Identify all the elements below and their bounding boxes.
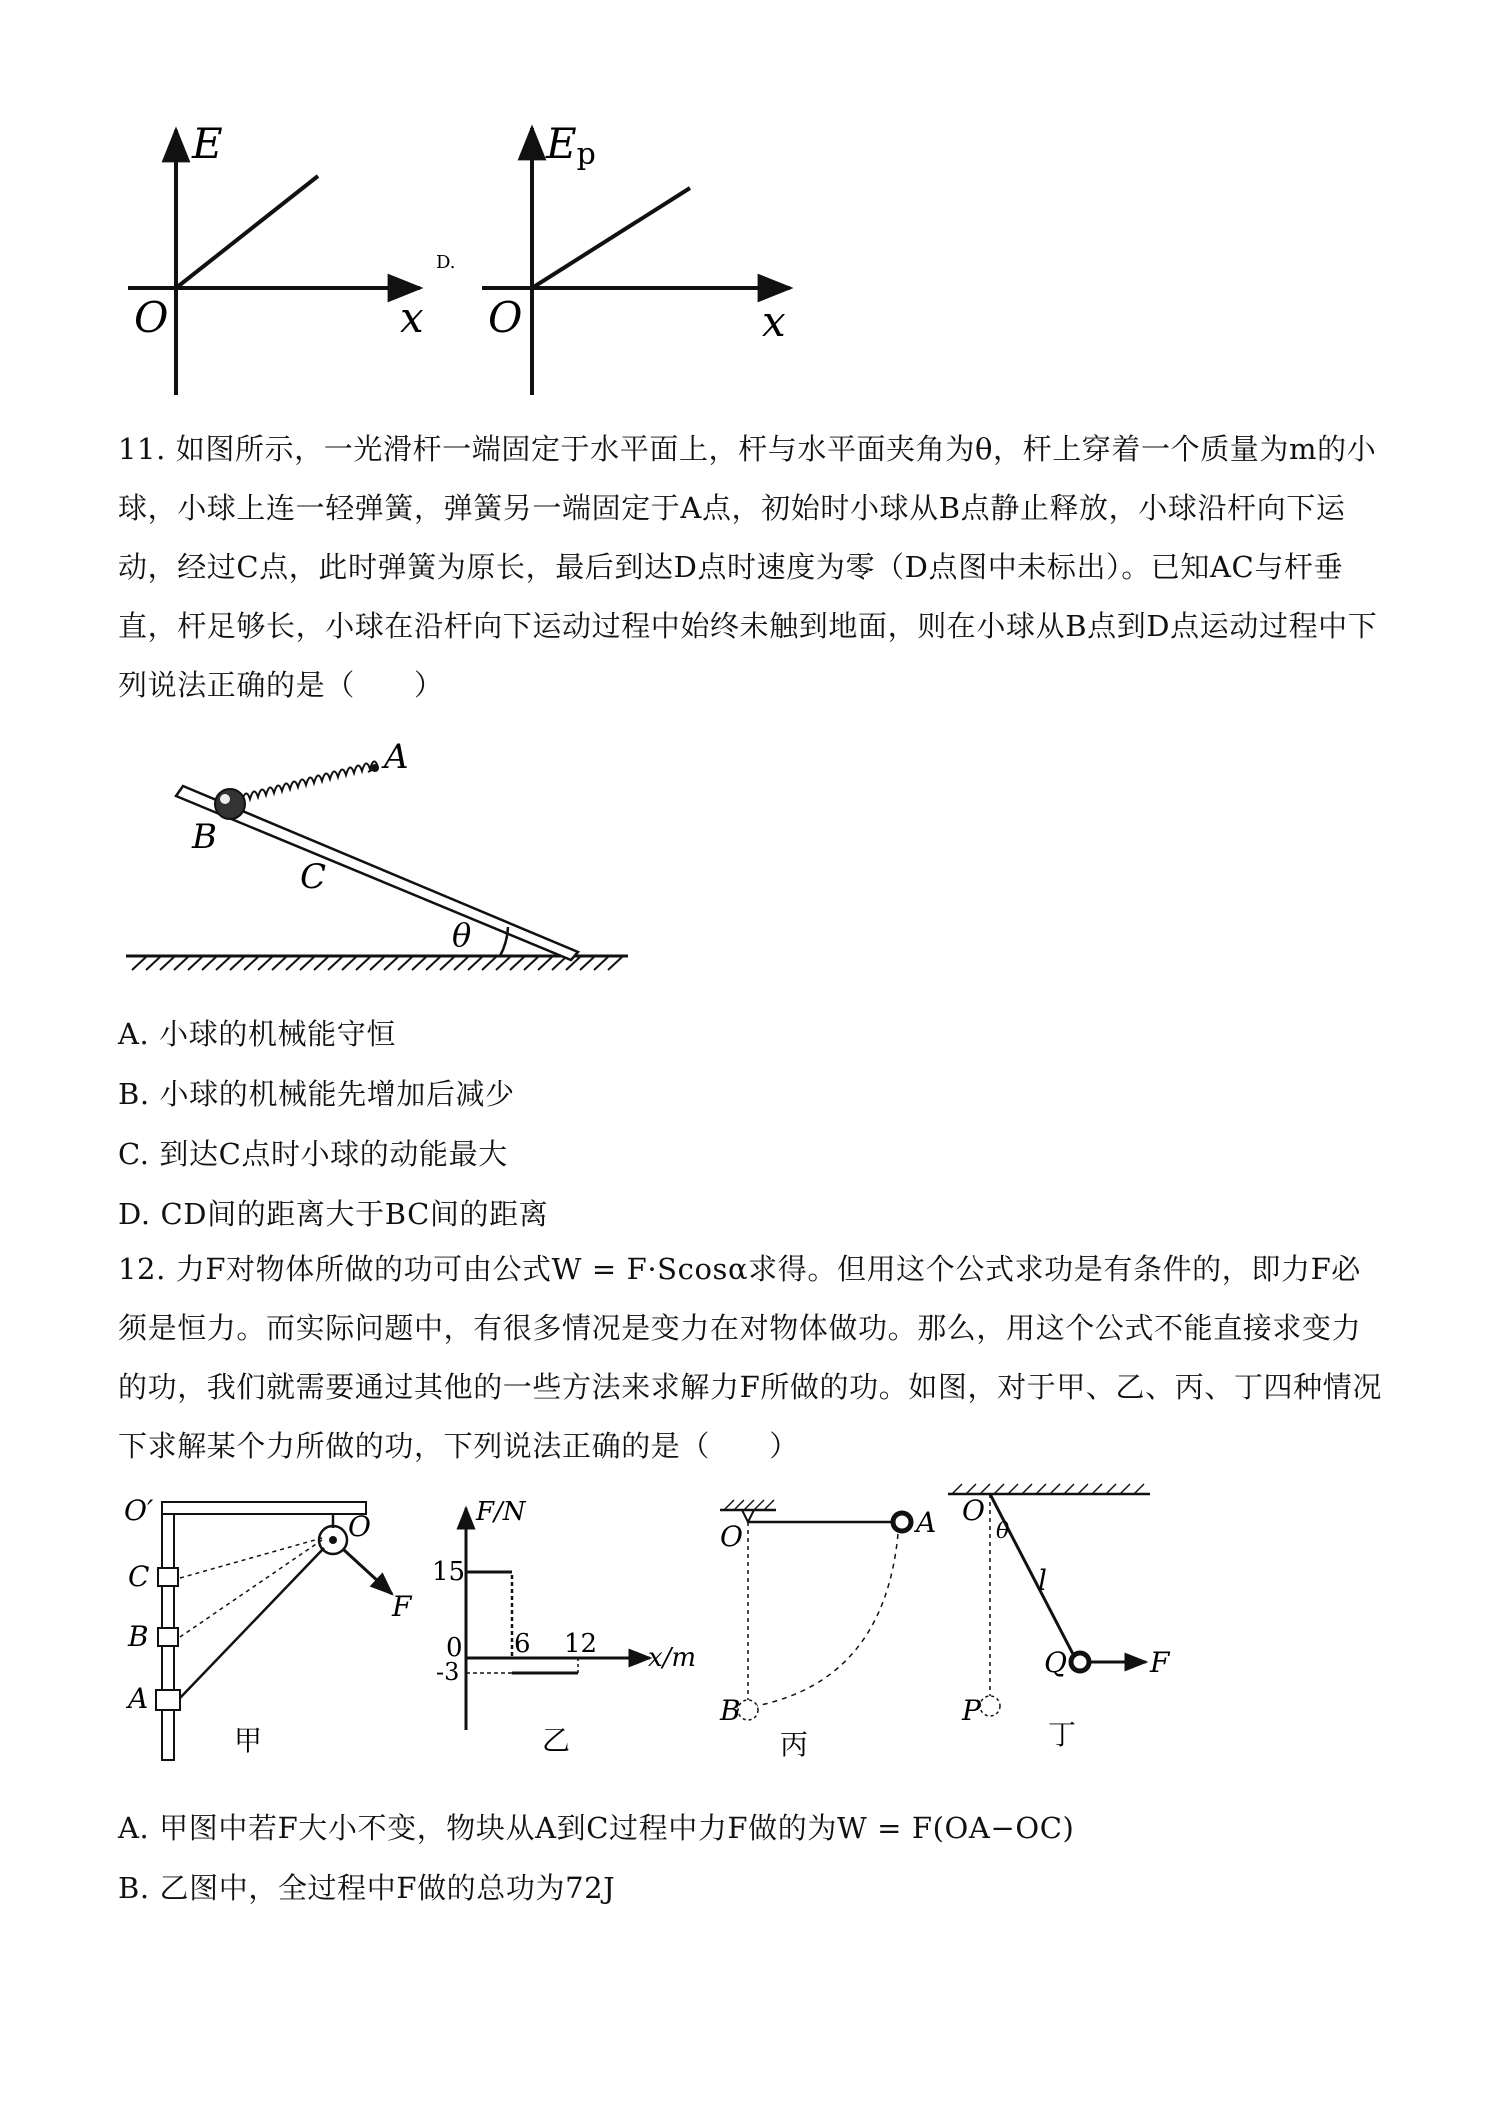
caption-yi: 乙 — [542, 1724, 571, 1757]
question-12-text: 12. 力F对物体所做的功可由公式W = F·Scosα求得。但用这个公式求功是有条件的，即力F必须是恒力。而实际问题中，有很多情况是变力在对物体做功。那么，用这个公式不能直接求变力的功，我们就需要通过其他的一些方法来求解力F所做的功。如图，对于甲、乙、丙、丁四种情况下求解某个力所做的功，下列说法正确的是（ ） — [118, 1252, 1382, 1463]
energy-graphs — [0, 0, 1492, 400]
origin-label: O — [134, 293, 169, 342]
q12-option-b: B. 乙图中，全过程中F做的总功为72J — [118, 1871, 616, 1905]
svg-text:0: 0 — [446, 1633, 463, 1663]
y-axis-label: Ep — [546, 119, 596, 172]
figure-jia — [124, 1494, 413, 1760]
q12-option-a: A. 甲图中若F大小不变，物块从A到C过程中力F做的为W = F(OA−OC) — [118, 1811, 1075, 1845]
graph-ep-vs-x — [482, 119, 790, 395]
svg-text:C: C — [128, 1560, 150, 1593]
ball-p — [980, 1696, 1000, 1716]
svg-text:A: A — [128, 1682, 149, 1715]
top-beam — [162, 1502, 366, 1514]
spring — [234, 761, 378, 803]
figure-bing — [719, 1500, 936, 1761]
x-axis-label: x — [400, 293, 424, 342]
svg-text:B: B — [128, 1620, 149, 1653]
q11-option-a: A. 小球的机械能守恒 — [118, 1017, 396, 1051]
swing-arc — [756, 1534, 898, 1706]
svg-text:O: O — [348, 1510, 371, 1543]
svg-text:l: l — [1038, 1564, 1047, 1597]
svg-text:A: A — [916, 1506, 937, 1539]
svg-text:θ: θ — [996, 1519, 1010, 1544]
q12-figures — [0, 1480, 1492, 1780]
label-c: C — [300, 857, 327, 897]
label-b: B — [192, 817, 217, 857]
q11-option-c: C. 到达C点时小球的动能最大 — [118, 1137, 508, 1171]
label-theta: θ — [452, 916, 472, 954]
svg-text:P: P — [962, 1694, 981, 1727]
ball-a — [893, 1513, 911, 1531]
ball — [215, 789, 245, 819]
svg-text:-3: -3 — [436, 1658, 460, 1686]
svg-text:6: 6 — [514, 1629, 531, 1659]
svg-text:O: O — [720, 1520, 743, 1553]
svg-text:F: F — [1150, 1646, 1170, 1679]
svg-text:F: F — [392, 1590, 412, 1623]
ball-b — [738, 1700, 758, 1720]
svg-text:F/N: F/N — [476, 1497, 526, 1527]
q11-option-d: D. CD间的距离大于BC间的距离 — [118, 1197, 549, 1231]
y-axis-label: E — [192, 119, 223, 168]
svg-text:B: B — [720, 1694, 741, 1727]
caption-jia: 甲 — [234, 1724, 263, 1757]
figure-ding — [948, 1484, 1171, 1751]
svg-text:Q: Q — [1044, 1646, 1067, 1679]
q11-option-b: B. 小球的机械能先增加后减少 — [118, 1077, 515, 1111]
e-line — [176, 176, 318, 288]
ground-hatch — [132, 957, 622, 970]
svg-text:O: O — [962, 1494, 985, 1527]
caption-bing: 丙 — [780, 1728, 809, 1761]
option-d-label: D. — [436, 252, 456, 273]
block — [156, 1690, 180, 1710]
force-arrow — [344, 1550, 392, 1594]
ep-line — [532, 188, 690, 288]
svg-text:x/m: x/m — [648, 1643, 697, 1673]
force-positive — [466, 1572, 512, 1658]
origin-label: O — [488, 293, 523, 342]
svg-text:15: 15 — [432, 1557, 466, 1587]
caption-ding: 丁 — [1048, 1718, 1077, 1751]
ball-q — [1071, 1653, 1089, 1671]
question-11-text: 11. 如图所示，一光滑杆一端固定于水平面上，杆与水平面夹角为θ，杆上穿着一个质量为m的小球，小球上连一轻弹簧，弹簧另一端固定于A点，初始时小球从B点静止释放，小球沿杆向下运动，经过C点，此时弹簧为原长，最后到达D点时速度为零（D点图中未标出）。已知AC与杆垂直，杆足够长，小球在沿杆向下运动过程中始终未触到地面，则在小球从B点到D点运动过程中下列说法正确的是（ ） — [118, 432, 1378, 702]
label-a: A — [384, 737, 409, 777]
svg-text:O′: O′ — [124, 1494, 154, 1527]
svg-text:12: 12 — [564, 1629, 598, 1659]
q11-figure — [0, 720, 700, 980]
graph-e-vs-x — [128, 119, 424, 395]
x-axis-label: x — [762, 297, 786, 346]
figure-yi — [432, 1497, 696, 1757]
